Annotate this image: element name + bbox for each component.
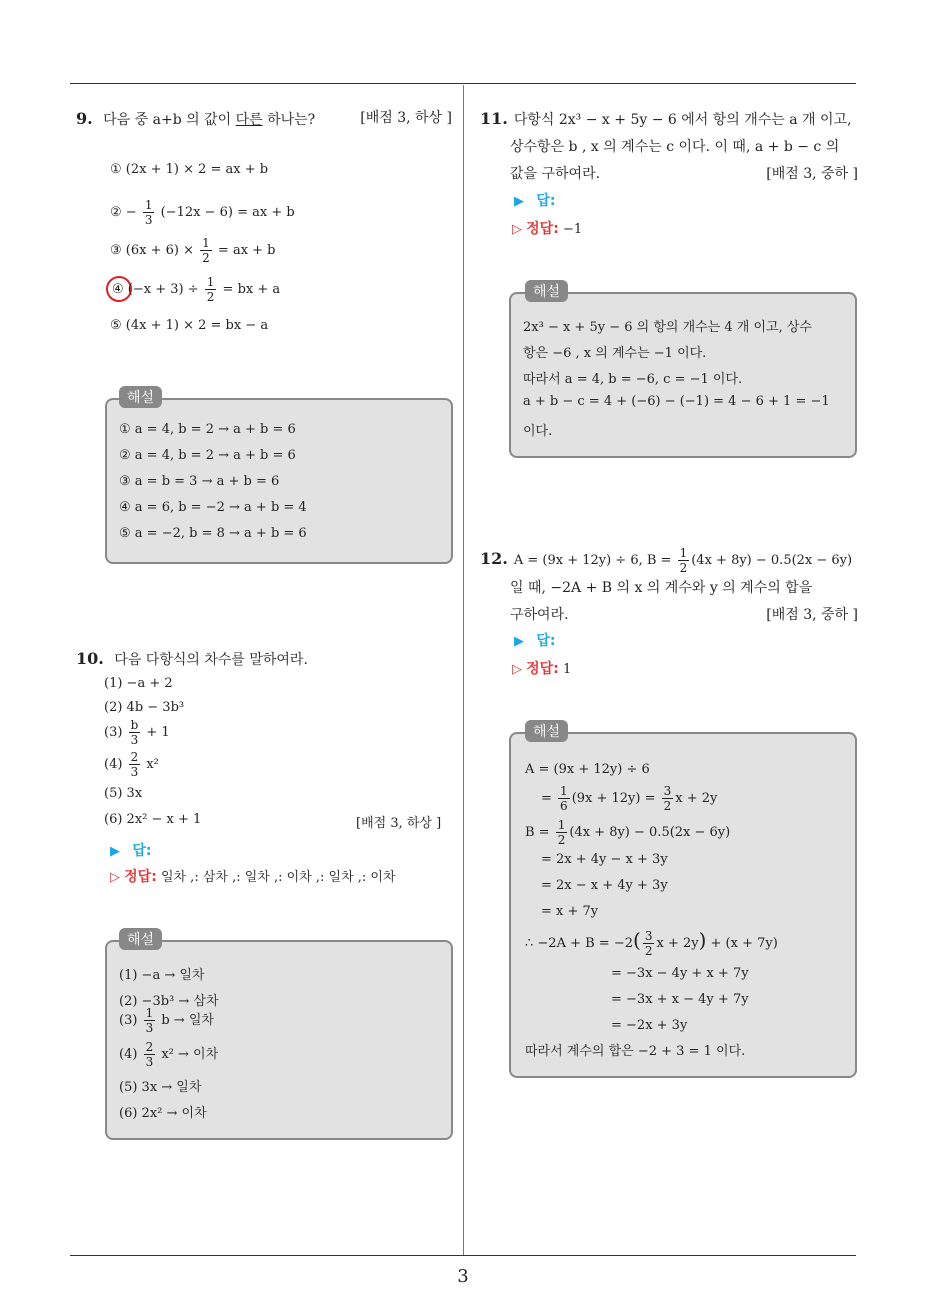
solution-line: = −3x + x − 4y + 7y [611, 992, 749, 1007]
answer-row[interactable] [514, 190, 556, 210]
solution-tab: 해설 [525, 280, 568, 302]
correct-label: 정답: [526, 221, 559, 237]
question-line-3 [480, 602, 858, 629]
fraction-den: 3 [130, 733, 139, 747]
fraction-num: 1 [206, 275, 215, 289]
solution-line [525, 928, 778, 958]
question-number: 9. [76, 109, 93, 128]
question-line-2: 일 때, −2A + B 의 x 의 계수와 y 의 계수의 합을 [510, 580, 813, 596]
solution-line: ③ a = b = 3 → a + b = 6 [119, 474, 280, 489]
answer-label: 답: [536, 633, 556, 649]
item-4-prefix: (4) [104, 757, 123, 772]
solution-text: x + 2y [656, 936, 699, 951]
triangle-outline-icon: ▷ [110, 870, 120, 885]
solution-line [541, 784, 717, 813]
correct-label: 정답: [526, 661, 559, 677]
fraction-den: 6 [560, 799, 568, 813]
option-4[interactable] [112, 275, 280, 304]
solution-tab: 해설 [525, 720, 568, 742]
solution-line: 항은 −6 , x 의 계수는 −1 이다. [523, 346, 707, 361]
solution-line: ② a = 4, b = 2 → a + b = 6 [119, 448, 296, 463]
answer-label: 답: [132, 843, 152, 859]
fraction-den: 2 [644, 944, 653, 958]
item-5: (5) 3x [104, 786, 143, 801]
fraction [200, 236, 212, 265]
fraction [556, 818, 568, 847]
paren-right: ) [698, 928, 707, 952]
paren-left: ( [633, 928, 641, 952]
question-number: 12. [480, 549, 508, 568]
column-divider [463, 85, 464, 1255]
fraction [144, 1040, 156, 1069]
solution-text: ∴ −2A + B = −2 [525, 936, 633, 951]
answer-label: 답: [536, 193, 556, 209]
solution-line: (6) 2x² → 이차 [119, 1106, 207, 1121]
solution-line [119, 1006, 214, 1035]
correct-answer-row [512, 218, 582, 238]
fraction-den: 2 [663, 799, 672, 813]
solution-line: (1) −a → 일차 [119, 968, 205, 983]
score: [배점 3, 하상 ] [360, 110, 452, 126]
triangle-outline-icon: ▷ [512, 662, 522, 677]
solution-line: (5) 3x → 일차 [119, 1080, 202, 1095]
fraction [143, 198, 155, 227]
solution-box-12 [509, 724, 857, 1078]
option-4-mid: (−x + 3) ÷ [127, 282, 199, 297]
item-3-prefix: (3) [104, 725, 123, 740]
play-icon: ▶ [514, 634, 524, 649]
item-6: (6) 2x² − x + 1 [104, 812, 202, 827]
option-2-tail: (−12x − 6) = ax + b [160, 205, 295, 220]
option-5[interactable]: ⑤ (4x + 1) × 2 = bx − a [110, 318, 269, 333]
correct-value: 1 [562, 662, 572, 677]
fraction [662, 784, 674, 813]
fraction-num: 1 [560, 784, 568, 798]
item-1: (1) −a + 2 [104, 676, 173, 691]
correct-value: −1 [562, 222, 583, 237]
top-rule [70, 83, 856, 84]
solution-line: ⑤ a = −2, b = 8 → a + b = 6 [119, 526, 307, 541]
solution-line: ① a = 4, b = 2 → a + b = 6 [119, 422, 296, 437]
solution-line: = 2x + 4y − x + 3y [541, 852, 668, 867]
fraction-num: 3 [663, 784, 672, 798]
option-3-tail: = ax + b [217, 243, 276, 258]
solution-prefix: (4) [119, 1047, 138, 1062]
option-1[interactable]: ① (2x + 1) × 2 = ax + b [110, 162, 269, 177]
fraction-den: 3 [145, 1021, 154, 1035]
fraction [558, 784, 570, 813]
solution-text: + (x + 7y) [710, 936, 778, 951]
solution-tab: 해설 [119, 386, 162, 408]
question-text: 다항식 2x³ − x + 5y − 6 에서 항의 개수는 a 개 이고, [513, 112, 852, 128]
solution-tail: b → 일차 [161, 1013, 214, 1028]
fraction-num: 2 [130, 750, 139, 764]
fraction-den: 3 [144, 213, 153, 227]
question-prompt: 다음 중 a+b 의 값이 [103, 112, 236, 128]
question-9 [76, 105, 452, 134]
correct-answer-row [512, 658, 571, 678]
solution-line: 따라서 계수의 합은 −2 + 3 = 1 이다. [525, 1044, 746, 1059]
solution-box-11 [509, 284, 857, 458]
question-text: (4x + 8y) − 0.5(2x − 6y) [691, 553, 853, 568]
solution-prefix: (3) [119, 1013, 138, 1028]
fraction-num: 1 [144, 198, 153, 212]
question-text: A = (9x + 12y) ÷ 6, B = [513, 553, 672, 568]
solution-line: ④ a = 6, b = −2 → a + b = 4 [119, 500, 307, 515]
question-line-1 [480, 105, 858, 134]
bottom-rule [70, 1255, 856, 1256]
question-text: 값을 구하여라. [510, 166, 601, 182]
solution-text: (4x + 8y) − 0.5(2x − 6y) [569, 825, 731, 840]
item-2: (2) 4b − 3b³ [104, 700, 185, 715]
solution-box-10 [105, 932, 453, 1140]
solution-line: 2x³ − x + 5y − 6 의 항의 개수는 4 개 이고, 상수 [523, 320, 812, 335]
play-icon: ▶ [110, 844, 120, 859]
solution-tab: 해설 [119, 928, 162, 950]
solution-text: x + 2y [675, 791, 718, 806]
solution-line [525, 818, 730, 847]
fraction-num: 1 [145, 1006, 154, 1020]
solution-text: B = [525, 825, 550, 840]
solution-line: = −3x − 4y + x + 7y [611, 966, 749, 981]
item-4-tail: x² [146, 757, 159, 772]
triangle-outline-icon: ▷ [512, 222, 522, 237]
fraction-den: 2 [202, 251, 210, 265]
solution-line: a + b − c = 4 + (−6) − (−1) = 4 − 6 + 1 = −1 [523, 394, 830, 409]
prompt-emphasis: 다른 [235, 112, 263, 128]
score: [배점 3, 중하 ] [766, 607, 858, 623]
fraction [678, 546, 690, 575]
fraction-num: b [130, 718, 139, 732]
solution-line: 이다. [523, 424, 553, 439]
fraction-num: 3 [644, 929, 653, 943]
fraction [205, 275, 217, 304]
question-line-2: 상수항은 b , x 의 계수는 c 이다. 이 때, a + b − c 의 [510, 139, 840, 155]
solution-box-9 [105, 390, 453, 564]
option-3[interactable] [110, 236, 276, 265]
fraction-den: 3 [145, 1055, 154, 1069]
item-3-tail: + 1 [146, 725, 170, 740]
question-line-3 [480, 161, 858, 188]
question-number: 11. [480, 109, 508, 128]
fraction-den: 2 [206, 290, 215, 304]
fraction [129, 718, 141, 747]
solution-line: 따라서 a = 4, b = −6, c = −1 이다. [523, 372, 743, 387]
solution-tail: x² → 이차 [161, 1047, 219, 1062]
fraction-den: 3 [130, 765, 139, 779]
option-3-prefix: ③ (6x + 6) × [110, 243, 194, 258]
fraction-num: 1 [202, 236, 210, 250]
solution-text: (9x + 12y) = [571, 791, 656, 806]
item-3 [104, 718, 170, 747]
option-2-prefix: ② − [110, 205, 137, 220]
fraction [129, 750, 141, 779]
solution-line: A = (9x + 12y) ÷ 6 [525, 762, 650, 777]
solution-line: = x + 7y [541, 904, 599, 919]
solution-line: = 2x − x + 4y + 3y [541, 878, 668, 893]
question-prompt: 다음 다항식의 차수를 말하여라. [114, 652, 308, 668]
question-text: 구하여라. [510, 607, 569, 623]
option-2[interactable] [110, 198, 295, 227]
fraction-num: 1 [557, 818, 566, 832]
page-number: 3 [457, 1266, 469, 1287]
question-line-1 [480, 545, 858, 575]
question-prompt-end: 하나는? [262, 112, 316, 128]
question-11 [480, 105, 858, 188]
option-4-prefix: ④ [112, 282, 124, 297]
play-icon: ▶ [514, 194, 524, 209]
correct-label: 정답: [124, 869, 157, 885]
question-number: 10. [76, 649, 104, 668]
solution-line [119, 1040, 218, 1069]
solution-line: = −2x + 3y [611, 1018, 688, 1033]
score: [배점 3, 중하 ] [766, 166, 858, 182]
correct-value: 일차 ,: 삼차 ,: 일차 ,: 이차 ,: 일차 ,: 이차 [160, 870, 396, 885]
correct-answer-row [110, 866, 396, 886]
fraction-num: 1 [679, 546, 688, 560]
item-4 [104, 750, 159, 779]
question-12 [480, 545, 858, 629]
fraction-num: 2 [145, 1040, 154, 1054]
answer-row[interactable] [514, 630, 556, 650]
equals-sign: = [541, 791, 552, 806]
answer-row[interactable] [110, 840, 152, 860]
score: [배점 3, 하상 ] [356, 816, 442, 831]
fraction [144, 1006, 156, 1035]
option-4-tail: = bx + a [222, 282, 281, 297]
fraction-den: 2 [557, 833, 566, 847]
question-10 [76, 645, 452, 674]
fraction-den: 2 [679, 561, 688, 575]
fraction [643, 929, 655, 958]
solution-line: (2) −3b³ → 삼차 [119, 994, 219, 1009]
